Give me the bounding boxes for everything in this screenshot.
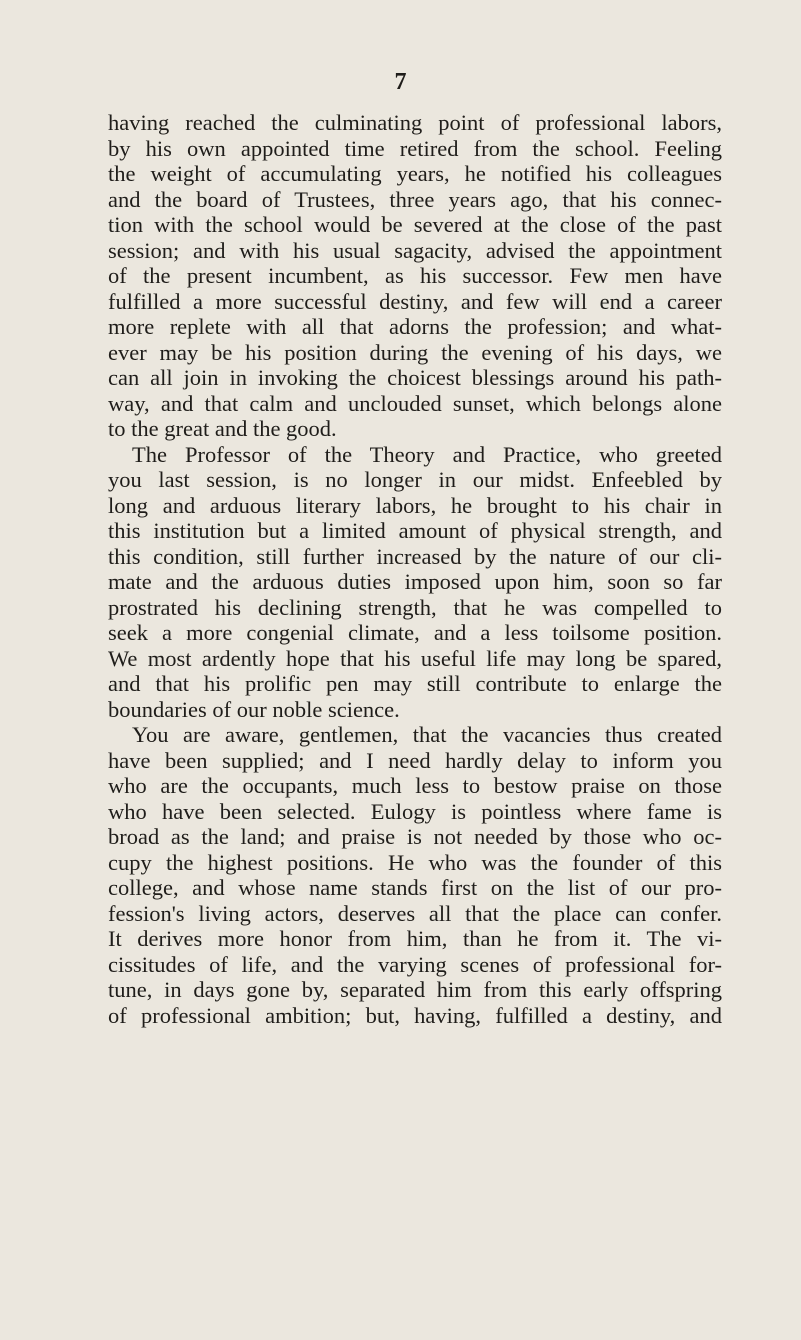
text-line: and that his prolific pen may still contribute to enlarge the <box>108 671 722 696</box>
text-line: prostrated his declining strength, that he was compelled to <box>108 594 722 620</box>
text-line: boundaries of our noble science. <box>108 696 400 722</box>
text-line: cissitudes of life, and the varying scenes of professional for- <box>108 951 722 977</box>
text-line: long and arduous literary labors, he brought to his chair in <box>108 492 722 518</box>
text-line: cupy the highest positions. He who was the founder of this <box>108 849 722 875</box>
text-line: this institution but a limited amount of physical strength, and <box>108 518 722 543</box>
text-line: ever may be his position during the evening of his days, we <box>108 339 722 365</box>
text-line: to the great and the good. <box>108 416 337 441</box>
text-line: who are the occupants, much less to bestow praise on those <box>108 773 722 798</box>
text-line: way, and that calm and unclouded sunset, which belongs alone <box>108 390 722 416</box>
text-line: this condition, still further increased by the nature of our cli- <box>108 543 722 569</box>
text-line: tune, in days gone by, separated him from this early offspring <box>108 977 722 1002</box>
text-line: You are aware, gentlemen, that the vacancies thus created <box>132 722 722 747</box>
text-line: We most ardently hope that his useful life may long be spared, <box>108 645 722 671</box>
body-text <box>108 110 722 1028</box>
text-line: the weight of accumulating years, he notified his colleagues <box>108 161 722 186</box>
text-line: broad as the land; and praise is not needed by those who oc- <box>108 824 722 849</box>
text-line: fession's living actors, deserves all that the place can confer. <box>108 900 722 926</box>
text-line: you last session, is no longer in our midst. Enfeebled by <box>108 467 722 492</box>
text-line: mate and the arduous duties imposed upon him, soon so far <box>108 569 722 594</box>
text-line: It derives more honor from him, than he from it. The vi- <box>108 926 722 951</box>
text-line: seek a more congenial climate, and a less toilsome position. <box>108 620 722 645</box>
text-line: college, and whose name stands first on the list of our pro- <box>108 875 722 900</box>
text-line: fulfilled a more successful destiny, and few will end a career <box>108 288 722 314</box>
text-line: and the board of Trustees, three years ago, that his connec- <box>108 186 722 212</box>
text-line: session; and with his usual sagacity, advised the appointment <box>108 237 722 263</box>
page-number: 7 <box>394 69 407 95</box>
text-line: who have been selected. Eulogy is pointless where fame is <box>108 798 722 824</box>
text-line: of the present incumbent, as his successor. Few men have <box>108 263 722 288</box>
text-line: have been supplied; and I need hardly delay to inform you <box>108 747 722 773</box>
text-line: tion with the school would be severed at the close of the past <box>108 212 722 237</box>
text-line: having reached the culminating point of professional labors, <box>108 110 722 135</box>
text-line: can all join in invoking the choicest blessings around his path- <box>108 365 722 390</box>
text-line: The Professor of the Theory and Practice, who greeted <box>132 441 722 467</box>
text-line: by his own appointed time retired from the school. Feeling <box>108 135 722 161</box>
text-line: of professional ambition; but, having, fulfilled a destiny, and <box>108 1002 722 1028</box>
text-line: more replete with all that adorns the profession; and what- <box>108 314 722 339</box>
